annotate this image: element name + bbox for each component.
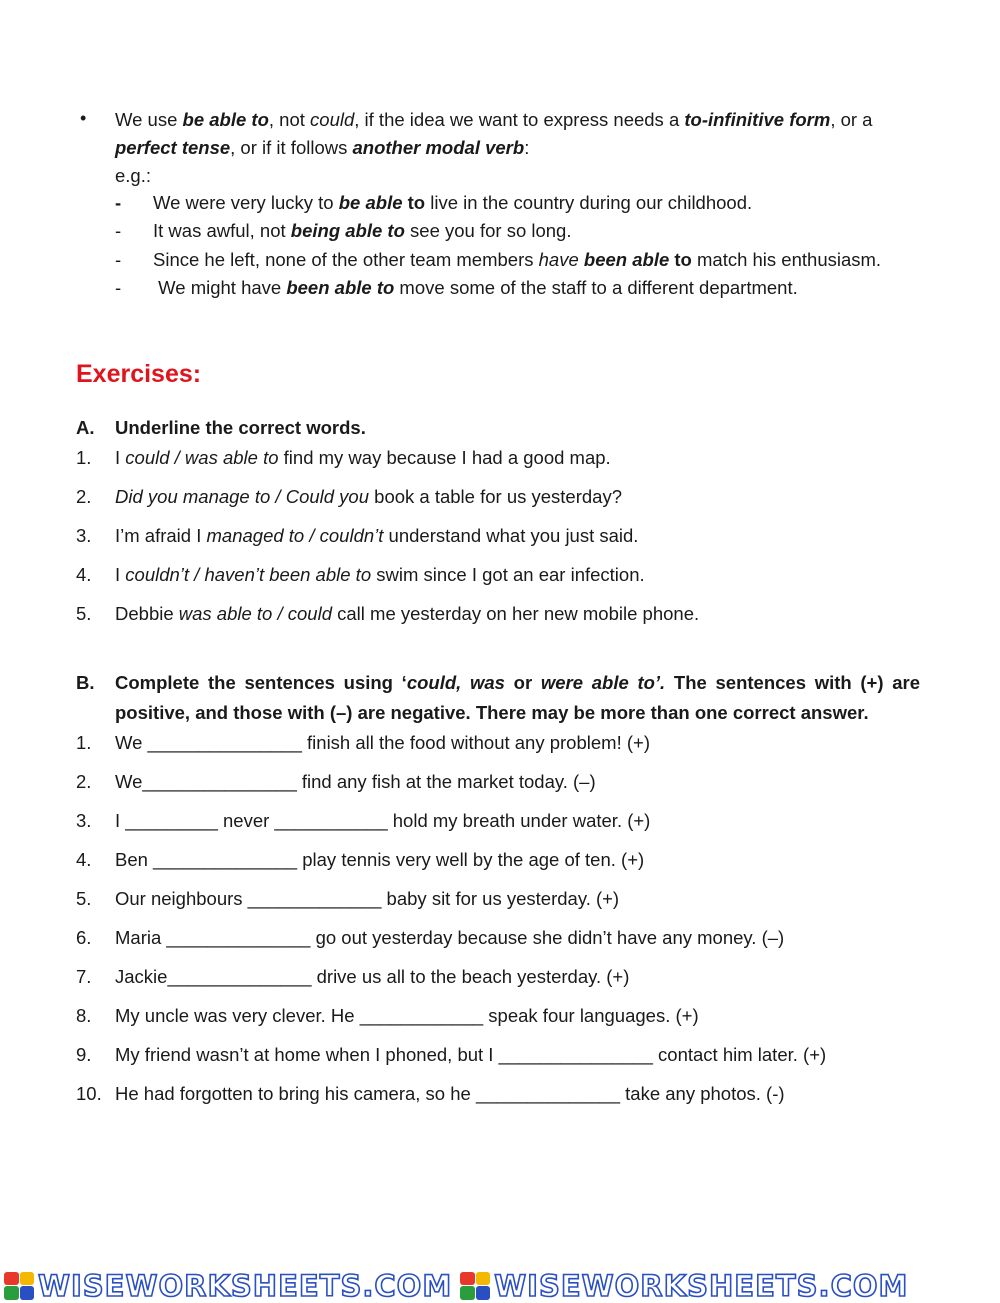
logo-blocks-icon [460, 1272, 490, 1300]
exercises-title: Exercises: [76, 360, 202, 388]
footer-watermark [0, 1268, 1000, 1303]
example-sentence: It was awful, not being able to see you for so long. [153, 220, 572, 242]
grammar-rule [115, 106, 925, 190]
example-list [115, 189, 945, 302]
example-item [115, 246, 945, 274]
item-text: I’m afraid I managed to / couldn’t understand what you just said. [115, 525, 639, 546]
section-a-instruction: Underline the correct words. [115, 417, 366, 438]
example-sentence: We might have been able to move some of the staff to a different department. [153, 276, 798, 298]
item-text: Did you manage to / Could you book a table for us yesterday? [115, 486, 622, 507]
example-sentence: We were very lucky to be able to live in the country during our childhood. [153, 192, 753, 213]
item-text: My friend wasn’t at home when I phoned, but I _______________ contact him later. (+) [115, 1044, 827, 1065]
logo-text: WISEWORKSHEETS.COM [38, 1268, 453, 1303]
item-text: Maria ______________ go out yesterday because she didn’t have any money. (–) [115, 927, 785, 948]
section-a-header [76, 413, 926, 443]
item-text: Jackie______________ drive us all to the beach yesterday. (+) [115, 966, 630, 987]
item-text: We _______________ finish all the food without any problem! (+) [115, 732, 650, 753]
item-number: 2. [76, 771, 92, 792]
item-number: 3. [76, 525, 92, 546]
item-number: 7. [76, 966, 92, 987]
item-text: I _________ never ___________ hold my breath under water. (+) [115, 810, 651, 831]
section-b-header [76, 668, 926, 728]
section-b-instruction: Complete the sentences using ‘could, was or were able to’. The sentences with (+) are positive, and those with (–) are negative. There may be more than one correct answer. [115, 672, 920, 723]
item-number: 1. [76, 447, 92, 468]
example-dash: - [115, 248, 122, 270]
item-text: Ben ______________ play tennis very well by the age of ten. (+) [115, 849, 645, 870]
example-item [115, 274, 945, 302]
wiseworksheets-logo [4, 1270, 452, 1302]
item-number: 8. [76, 1005, 92, 1026]
bullet-point: • [80, 108, 87, 128]
item-number: 5. [76, 603, 92, 624]
item-number: 5. [76, 888, 92, 909]
example-item [115, 217, 945, 245]
example-dash: - [115, 276, 122, 298]
item-text: He had forgotten to bring his camera, so he ______________ take any photos. (-) [115, 1083, 785, 1104]
item-text: Our neighbours _____________ baby sit for us yesterday. (+) [115, 888, 620, 909]
section-a-letter: A. [76, 417, 95, 438]
item-text: I couldn’t / haven’t been able to swim since I got an ear infection. [115, 564, 645, 585]
section-b-letter: B. [76, 672, 95, 693]
eg-label: e.g.: [115, 165, 151, 186]
rule-paragraph: We use be able to, not could, if the idea we want to express needs a to-infinitive form, or a perfect tense, or if it follows another modal verb: [115, 109, 873, 158]
item-number: 1. [76, 732, 92, 753]
example-dash: - [115, 192, 122, 213]
example-item [115, 189, 945, 217]
item-number: 9. [76, 1044, 92, 1065]
item-number: 6. [76, 927, 92, 948]
item-number: 10. [76, 1083, 102, 1104]
item-text: My uncle was very clever. He ____________ speak four languages. (+) [115, 1005, 699, 1026]
item-text: We_______________ find any fish at the market today. (–) [115, 771, 596, 792]
logo-text: WISEWORKSHEETS.COM [494, 1268, 909, 1303]
item-text: I could / was able to find my way because I had a good map. [115, 447, 611, 468]
item-number: 3. [76, 810, 92, 831]
wiseworksheets-logo [460, 1270, 908, 1302]
logo-blocks-icon [4, 1272, 34, 1300]
item-text: Debbie was able to / could call me yesterday on her new mobile phone. [115, 603, 700, 624]
example-dash: - [115, 220, 122, 242]
example-sentence: Since he left, none of the other team members have been able to match his enthusiasm. [153, 248, 882, 270]
item-number: 4. [76, 849, 92, 870]
item-number: 2. [76, 486, 92, 507]
item-number: 4. [76, 564, 92, 585]
